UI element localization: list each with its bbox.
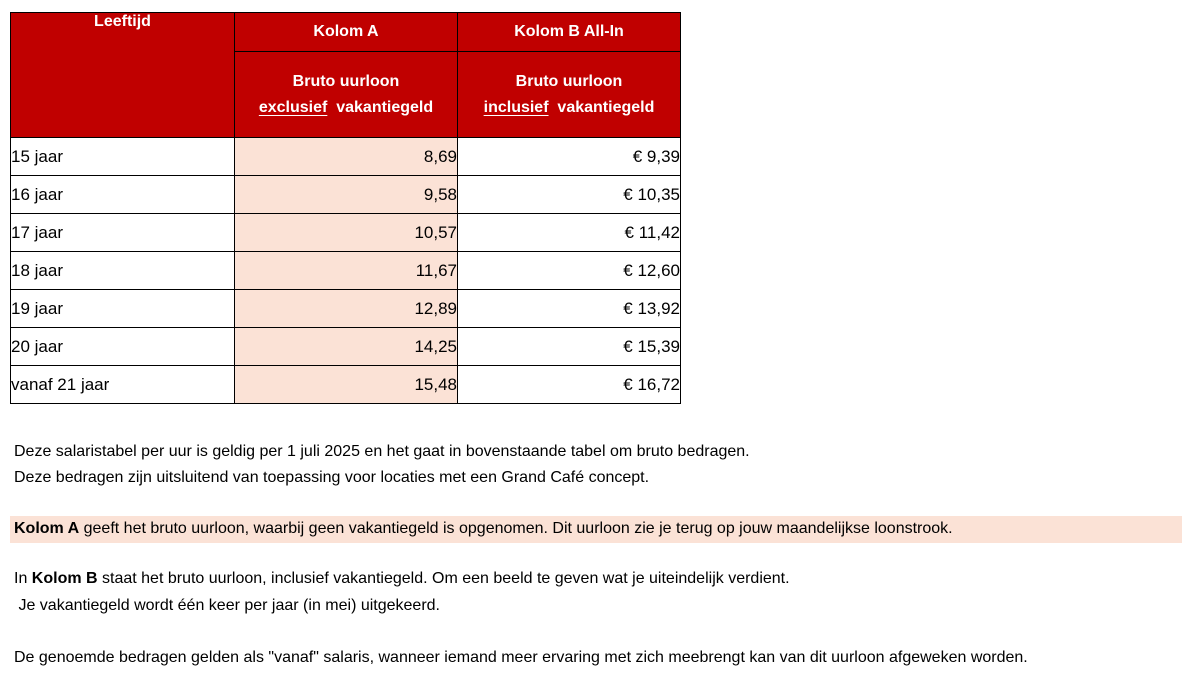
header-kolom-a-line1: Bruto uurloon: [292, 72, 400, 90]
age-cell: 16 jaar: [11, 176, 235, 214]
kolom-b-cell: € 16,72: [458, 366, 681, 404]
age-cell: 20 jaar: [11, 328, 235, 366]
header-kolom-a-line2: [235, 95, 457, 121]
kolom-a-cell: 9,58: [235, 176, 458, 214]
table-row: [11, 214, 681, 252]
kolom-a-cell: 12,89: [235, 290, 458, 328]
header-kolom-a: [235, 13, 458, 52]
kolom-a-note-bold: Kolom A: [14, 520, 80, 537]
header-kolom-b-line2: [458, 95, 680, 121]
age-cell: 17 jaar: [11, 214, 235, 252]
vakantiegeld-note: Je vakantiegeld wordt één keer per jaar (in mei) uitgekeerd.: [14, 597, 440, 614]
header-kolom-b-line1: Bruto uurloon: [515, 72, 623, 90]
kolom-b-note-bold: Kolom B: [31, 570, 98, 587]
header-kolom-b-title: Kolom B All-In: [514, 23, 624, 40]
kolom-b-note: [14, 567, 790, 591]
age-cell: 18 jaar: [11, 252, 235, 290]
kolom-b-cell: € 10,35: [458, 176, 681, 214]
kolom-a-cell: 14,25: [235, 328, 458, 366]
concept-note: Deze bedragen zijn uitsluitend van toepassing voor locaties met een Grand Café concept.: [14, 469, 650, 486]
header-kolom-b-rest: vakantiegeld: [557, 98, 655, 116]
table-row: [11, 290, 681, 328]
kolom-b-cell: € 15,39: [458, 328, 681, 366]
header-kolom-a-rest: vakantiegeld: [336, 98, 434, 116]
table-row: [11, 176, 681, 214]
kolom-a-cell: 8,69: [235, 138, 458, 176]
age-cell: 15 jaar: [11, 138, 235, 176]
header-kolom-a-sub: [235, 52, 458, 138]
kolom-a-note: [14, 517, 953, 541]
header-kolom-b-underlined: inclusief: [483, 98, 549, 116]
kolom-b-note-prefix: In: [14, 570, 32, 587]
header-leeftijd-label: Leeftijd: [94, 13, 151, 30]
salary-table: [10, 12, 681, 404]
age-cell: 19 jaar: [11, 290, 235, 328]
header-kolom-b-sub: [458, 52, 681, 138]
kolom-b-cell: € 9,39: [458, 138, 681, 176]
age-cell: vanaf 21 jaar: [11, 366, 235, 404]
table-row: [11, 328, 681, 366]
vanaf-note: De genoemde bedragen gelden als "vanaf" salaris, wanneer iemand meer ervaring met zich meebrengt kan van dit uurloon afgeweken worden.: [14, 649, 1028, 666]
kolom-a-cell: 10,57: [235, 214, 458, 252]
kolom-b-note-text: staat het bruto uurloon, inclusief vakantiegeld. Om een beeld te geven wat je uiteindelijk verdient.: [97, 570, 790, 587]
kolom-a-note-text: geeft het bruto uurloon, waarbij geen vakantiegeld is opgenomen. Dit uurloon zie je terug op jouw maandelijkse loonstrook.: [79, 520, 953, 537]
table-row: [11, 366, 681, 404]
kolom-b-cell: € 12,60: [458, 252, 681, 290]
table-row: [11, 252, 681, 290]
header-kolom-b: [458, 13, 681, 52]
header-kolom-a-title: Kolom A: [313, 23, 379, 40]
validity-note: Deze salaristabel per uur is geldig per 1 juli 2025 en het gaat in bovenstaande tabel om bruto bedragen.: [14, 443, 750, 460]
kolom-b-cell: € 13,92: [458, 290, 681, 328]
kolom-a-cell: 15,48: [235, 366, 458, 404]
header-kolom-a-underlined: exclusief: [258, 98, 328, 116]
table-row: [11, 138, 681, 176]
kolom-a-cell: 11,67: [235, 252, 458, 290]
kolom-b-cell: € 11,42: [458, 214, 681, 252]
header-leeftijd: [11, 13, 235, 138]
